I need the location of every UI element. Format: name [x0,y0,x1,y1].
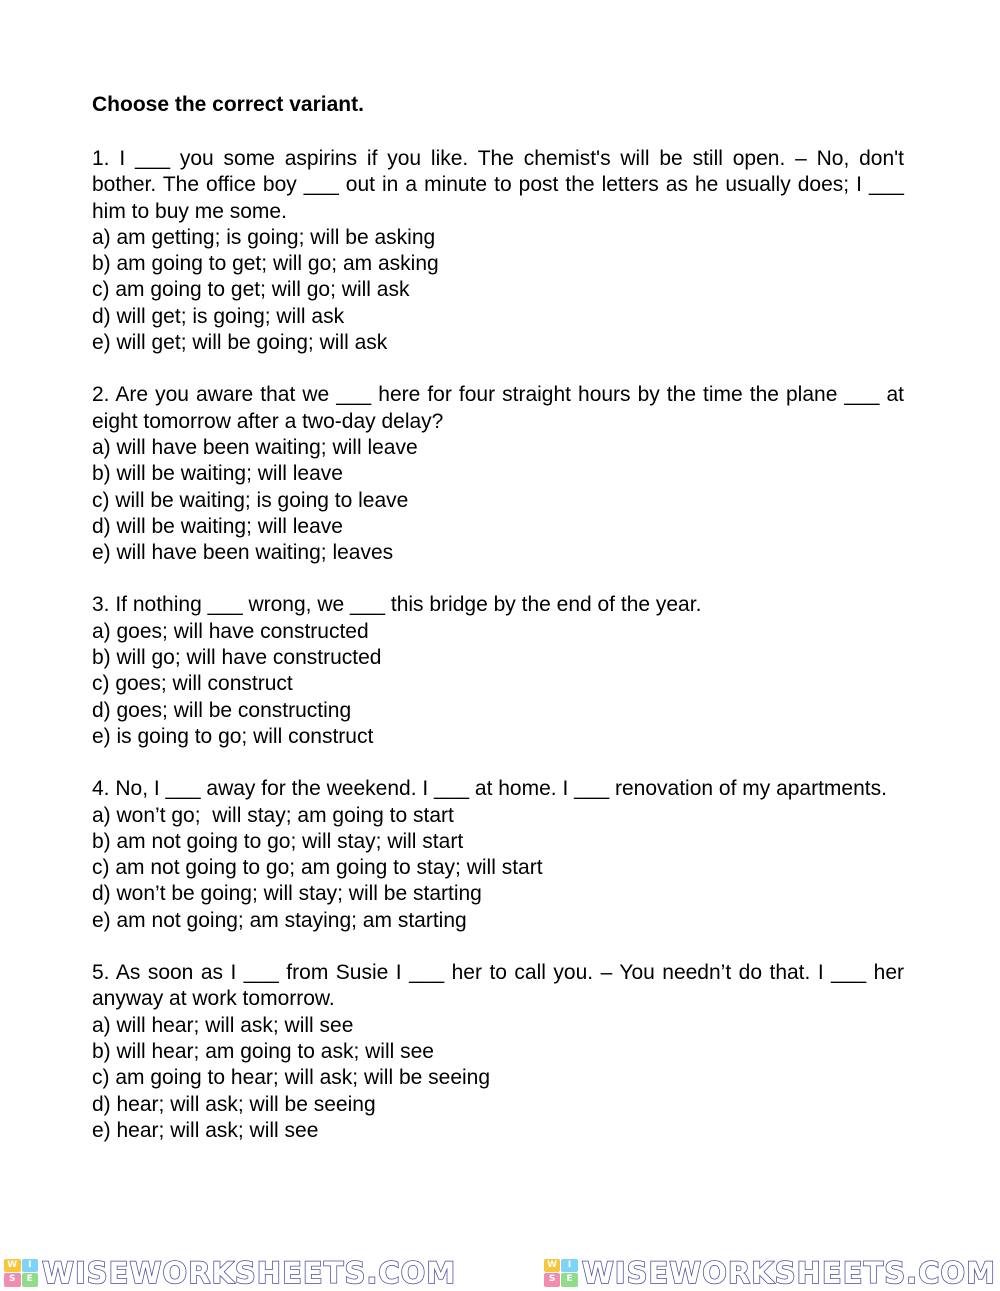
answer-option-d: d) will be waiting; will leave [92,514,343,538]
answer-option-c: c) am not going to go; am going to stay; will start [92,856,543,880]
answer-option-d: d) will get; is going; will ask [92,304,345,328]
logo-icon [4,1259,38,1287]
question-text: 4. No, I ___ away for the weekend. I ___ at home. I ___ renovation of my apartments. [92,777,887,801]
answer-option-e: e) will get; will be going; will ask [92,331,388,355]
footer-watermark [0,1254,1000,1291]
logo-icon [544,1259,578,1287]
question-3 [92,592,904,750]
logo-tile: W [4,1259,21,1273]
answer-option-b: b) am going to get; will go; am asking [92,252,439,276]
answer-option-a: a) am getting; is going; will be asking [92,225,436,249]
brand-text: WISEWORKSHEETS.COM [581,1255,996,1290]
answer-option-b: b) will be waiting; will leave [92,462,343,486]
answer-option-c: c) will be waiting; is going to leave [92,488,409,512]
logo-tile: S [4,1273,21,1287]
answer-option-d: d) won’t be going; will stay; will be starting [92,882,482,906]
brand-watermark-right [544,1256,996,1290]
answer-option-e: e) will have been waiting; leaves [92,541,394,565]
question-1 [92,146,904,356]
answer-option-e: e) hear; will ask; will see [92,1118,319,1142]
answer-option-e: e) am not going; am staying; am starting [92,908,467,932]
question-4 [92,776,904,934]
brand-watermark-left [4,1256,456,1290]
logo-tile: I [561,1259,578,1273]
answer-option-c: c) goes; will construct [92,672,293,696]
answer-option-a: a) will hear; will ask; will see [92,1013,354,1037]
logo-tile: I [22,1259,39,1273]
answer-option-a: a) goes; will have constructed [92,619,369,643]
answer-option-e: e) is going to go; will construct [92,724,374,748]
worksheet-heading: Choose the correct variant. [92,93,364,116]
logo-tile: E [561,1273,578,1287]
logo-tile: W [544,1259,561,1273]
answer-option-c: c) am going to hear; will ask; will be seeing [92,1066,491,1090]
brand-text: WISEWORKSHEETS.COM [42,1255,457,1290]
logo-tile: S [544,1273,561,1287]
answer-option-d: d) hear; will ask; will be seeing [92,1092,376,1116]
question-2 [92,382,904,566]
worksheet [92,90,904,1144]
question-text: 2. Are you aware that we ___ here for four straight hours by the time the plane ___ at eight tomorrow after a two-day delay? [92,383,904,433]
question-5 [92,960,904,1144]
answer-option-b: b) am not going to go; will stay; will start [92,829,464,853]
question-text: 5. As soon as I ___ from Susie I ___ her to call you. – You needn’t do that. I ___ her anyway at work tomorrow. [92,961,904,1011]
question-text: 3. If nothing ___ wrong, we ___ this bridge by the end of the year. [92,593,702,617]
answer-option-b: b) will hear; am going to ask; will see [92,1039,434,1063]
question-text: 1. I ___ you some aspirins if you like. The chemist's will be still open. – No, don't bother. The office boy ___ out in a minute to post the letters as he usually does; I ___ him to buy me some. [92,147,904,223]
logo-tile: E [22,1273,39,1287]
answer-option-c: c) am going to get; will go; will ask [92,278,410,302]
answer-option-b: b) will go; will have constructed [92,646,382,670]
answer-option-a: a) will have been waiting; will leave [92,435,418,459]
answer-option-d: d) goes; will be constructing [92,698,352,722]
answer-option-a: a) won’t go; will stay; am going to start [92,803,454,827]
